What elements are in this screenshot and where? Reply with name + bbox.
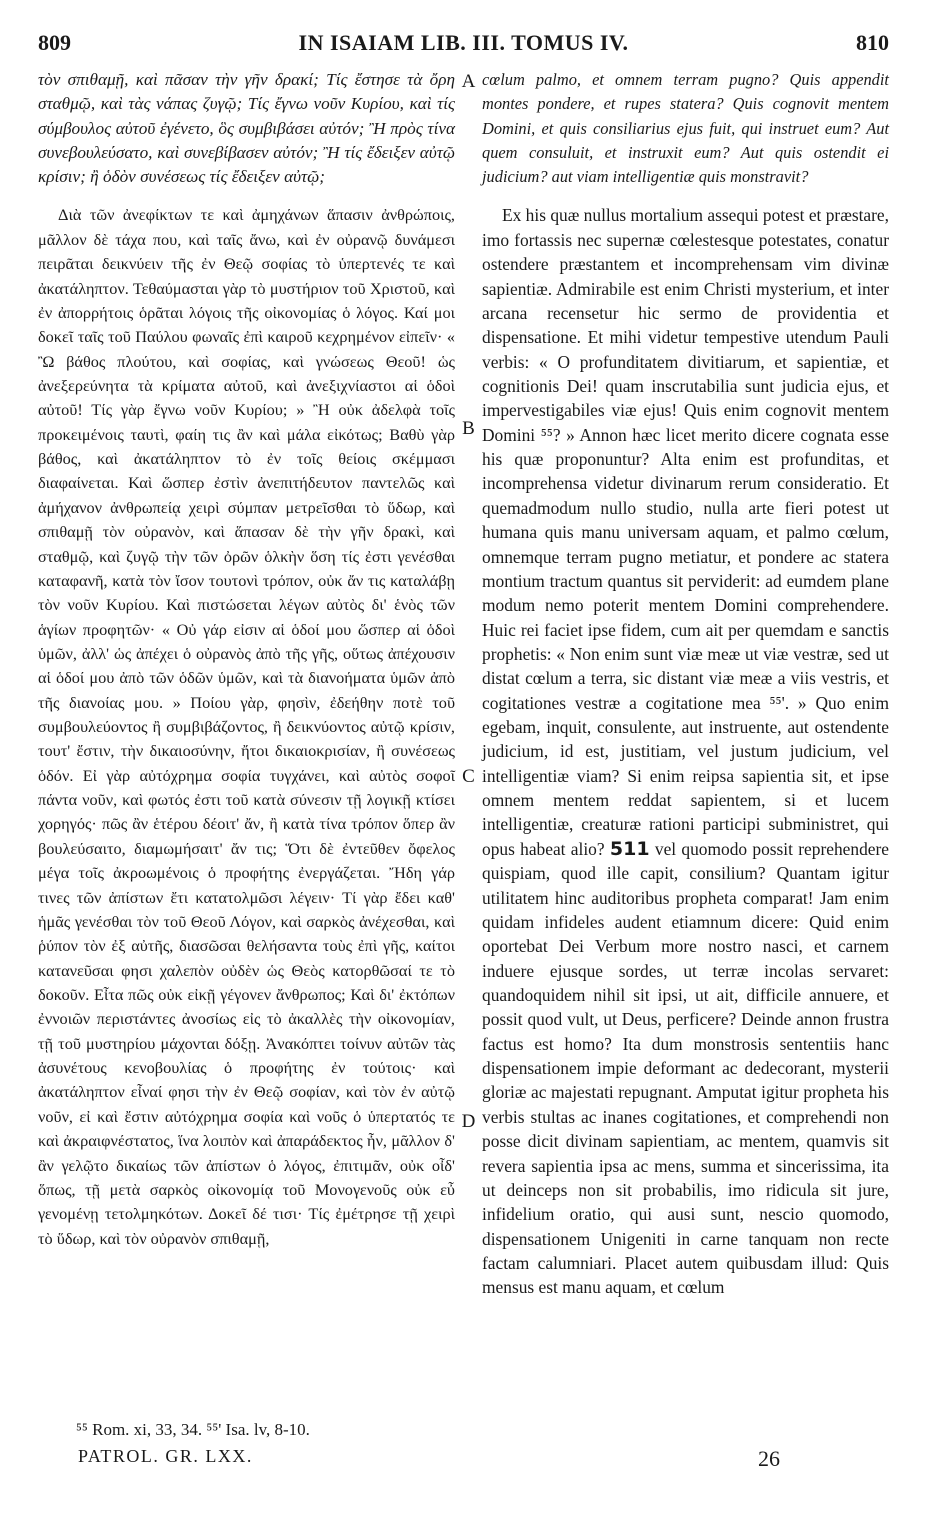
signature-mark: 26	[758, 1446, 780, 1471]
section-marker-a: A	[461, 71, 476, 92]
running-title: IN ISAIAM LIB. III. TOMUS IV.	[298, 30, 629, 55]
latin-commentary-part1: Ex his quæ nullus mortalium assequi potest et præstare, imo fortassis nec supernæ cœlestesque potestates, conatur ostendere præstantem et incomprehensam vim divinæ sapientiæ. Admirabile est enim Christi mysterium, et inter arcana recensetur hic sermo de providentia et dispensatione. Et mihi videtur tempestive utendum Pauli verbis: « O profunditatem divitiarum, et sapientiæ, et cognitionis Dei! quam inscrutabilia sunt judicia ejus, et impervestigabiles viæ ejus! Quis enim cognovit mentem Domini ⁵⁵? » Annon hæc licet merito dicere cognata esse his quæ proponuntur? Alta enim est profunditas, et incomprehensa videtur divinarum rerum consideratio. Et quemadmodum nullo studio, nulla arte fieri potest ut humana quis manu universam aquam, et palmo cœlum, omnemque terram pugno metiatur, et pondere ac statera montium tractum quantus sit perviderit: ad eumdem plane modum nemo poterit mentem Domini comprehendere. Huic rei faciet ipse fidem, cum ait per quemdam e sanctis prophetis: « Non enim sunt viæ meæ ut viæ vestræ, sed ut distat cœlum a terra, sic distant viæ meæ a viis vestris, et cogitationes vestræ a cogitatione mea ⁵⁵'. » Quo enim egebam, inquit, consulente, aut instruente, aut ostendente judicium, id est, justitiam, vel justum judicium, vel intelligentiæ viam? Si enim reipsa sapientia sit, et ipse omnem mentem reddat sapientem, si et lucem intelligentiæ, creaturæ rationi participi subministret, qui opus habeat alio?	[482, 205, 889, 859]
latin-verse: cœlum palmo, et omnem terram pugno? Quis appendit montes pondere, et rupes statera? Quis cognovit mentem Domini, et quis consiliarius ejus fuit, qui instruet eum? Aut quem consuluit, et instruxit eum? Aut quis ostendit ei judicium? aut viam intelligentiæ quis monstravit?	[482, 70, 889, 187]
collection-label: PATROL. GR. LXX.	[78, 1446, 253, 1466]
section-marker-c: C	[462, 766, 475, 787]
page-number-left: 809	[38, 30, 71, 55]
section-markers	[455, 0, 482, 1540]
latin-commentary	[482, 203, 889, 1299]
latin-column	[482, 68, 889, 1300]
latin-commentary-part2: vel quomodo possit reprehendere quispiam, quod ille capit, consilium? Quantam igitur utilitatem hinc auditoribus propheta comparat! Jam enim quidam infideles audent etiamnum dicere: Quid enim oportebat Dei Verbum more nostro nasci, et carnem induere ejusque sordes, ut terræ incolas servaret: quandoquidem nihil sit ipsi, ut ait, difficile annuere, et possit quod vult, ut Deus, perficere? Deinde annon frustra factus est homo? Ita dum monstrosis sententiis hanc dispensationem impie deformant ac dedecorant, mysterii gloriæ ac majestati repugnant. Amputat igitur propheta his verbis stultas ac inanes cogitationes, et comprehendi non posse dicit divinam sapientiam, ac mentem, quamvis sit revera sapientia ipsa ac mens, summa et sincerissima, ita ut deinceps non sit probabilis, imo ridicula sit jure, infidelium oratio, qui ausi sunt, nescio quomodo, dispensationem Unigeniti in carne tanquam non recte factam calumniari. Placet autem quibusdam illud: Quis mensus est manu aquam, et cœlum	[482, 838, 890, 1298]
greek-verse: τὸν σπιθαμῇ, καὶ πᾶσαν τὴν γῆν δρακί; Τίς ἔστησε τὰ ὄρη σταθμῷ, καὶ τὰς νάπας ζυγῷ; Τίς ἔγνω νοῦν Κυρίου, καὶ τίς σύμβουλος αὐτοῦ ἐγένετο, ὃς συμβιβάσει αὐτόν; Ἢ πρὸς τίνα συνεβουλεύσατο, καὶ συνεβίβασεν αὐτόν; Ἢ τίς ἔδειξεν αὐτῷ κρίσιν; ἢ ὁδὸν συνέσεως τίς ἔδειξεν αὐτῷ;	[38, 70, 455, 187]
section-marker-b: B	[462, 418, 475, 439]
greek-commentary: Διὰ τῶν ἀνεφίκτων τε καὶ ἀμηχάνων ἅπασιν ἀνθρώποις, μᾶλλον δὲ τάχα που, καὶ ταῖς ἄνω, καὶ ἐν οὐρανῷ δυνάμεσι πειρᾶται δεικνύειν τῆς ἐν Θεῷ σοφίας τὸ ὑπερτενές τε καὶ ἀκατάληπτον. Τεθαύμασται γὰρ τὸ μυστήριον τοῦ Χριστοῦ, καὶ ἐν ἀπορρήτοις ὁρᾶται λόγοις τῆς οἰκονομίας ὁ λόγος. Καί μοι δοκεῖ ταῖς τοῦ Παύλου φωναῖς ἐπὶ καιροῦ κεχρημένον εἰπεῖν· « Ὢ βάθος πλούτου, καὶ σοφίας, καὶ γνώσεως Θεοῦ! ὡς ἀνεξερεύνητα τὰ κρίματα αὐτοῦ, καὶ ἀνεξιχνίαστοι αἱ ὁδοὶ αὐτοῦ! Τίς γὰρ ἔγνω νοῦν Κυρίου; » Ἢ οὐκ ἀδελφὰ τοῖς προκειμένοις ταυτὶ, φαίη τις ἂν καὶ μάλα εἰκότως; Βαθὺ γὰρ βάθος, καὶ ἀκατάληπτον τὸ ἐν τοῖς θείοις σκέμμασι διαφαίνεται. Καὶ ὥσπερ ἐστὶν ἀνεπιτήδευτον παντελῶς καὶ ἀμήχανον ἀνθρωπείᾳ χειρὶ σύμπαν μετρεῖσθαι τὸ ὕδωρ, καὶ σπιθαμῇ τὸν οὐρανὸν, καὶ ἅπασαν δὲ τὴν γῆν δρακὶ, καὶ σταθμῷ, καὶ ζυγῷ τὴν τῶν ὀρῶν ὁλκὴν ὅση τίς ἐστι γενέσθαι καταφανῆ, κατὰ τὸν ἴσον τουτονὶ τρόπον, οὐκ ἄν τις καταλάβῃ τὸν νοῦν Κυρίου. Καὶ πιστώσεται λέγων αὐτὸς δι' ἑνὸς τῶν ἁγίων προφητῶν· « Οὐ γάρ εἰσιν αἱ ὁδοί μου ὥσπερ αἱ ὁδοὶ ὑμῶν, ἀλλ' ὡς ἀπέχει ὁ οὐρανὸς ἀπὸ τῆς γῆς, οὕτως ἀπέχουσιν αἱ ὁδοί μου ἀπὸ τῶν ὁδῶν ὑμῶν, καὶ τὰ διανοήματα ὑμῶν ἀπὸ τῆς διανοίας μου. » Ποίου γὰρ, φησὶν, ἐδεήθην ποτὲ τοῦ συμβουλεύοντος ἢ συμβιβάζοντος, ἢ δεικνύοντος αὐτῷ κρίσιν, τουτ' ἔστιν, τὴν δικαιοσύνην, ἤτοι δικαιοκρισίαν, ἢ συνέσεως ὁδόν. Εἰ γὰρ αὐτόχρημα σοφία τυγχάνει, καὶ αὐτὸς σοφοῖ πάντα νοῦν, καὶ φωτός ἐστι τοῦ κατὰ σύνεσιν τῇ λογικῇ κτίσει χορηγός· πῶς ἂν ἑτέρου δέοιτ' ἄν, ἢ κατὰ τίνα τρόπον ὅπερ ἂν βουλεύσαιτο, διαμωμήσαιτ' ἄν τις; Ὅτι δὲ ἐντεῦθεν ὄφελος μέγα τοῖς ἀκροωμένοις ὁ προφήτης ἐνεργάζεται. Ἤδη γάρ τινες τῶν ἀπίστων ἔτι κατατολμῶσι λέγειν· Τί γὰρ ἔδει καθ' ἡμᾶς γενέσθαι τὸν τοῦ Θεοῦ Λόγον, καὶ σαρκὸς ἀνέχεσθαι, καὶ ῥύπον τὸν ἐξ αὐτῆς, διασῶσαι θελήσαντα τοὺς ἐπὶ γῆς, καίτοι κατανεῦσαι φησι χαλεπὸν οὐδὲν ὡς Θεὸς κατορθῶσαί τε τὸ δοκοῦν. Εἶτα πῶς οὐκ εἰκῇ γέγονεν ἄνθρωπος; Καὶ δι' ἐκτόπων ἐννοιῶν περιστάντες ἀνοσίως εἰς τὸ ἀκαλλὲς τὴν οἰκονομίαν, τῇ τοῦ μυστηρίου μάχονται δόξῃ. Ἀνακόπτει τοίνυν αὐτῶν τὰς ἀσυνέτους κενοβουλίας ὁ προφήτης ἐν τούτοις· καὶ ἀκατάληπτον εἶναί φησι τὴν ἐν Θεῷ σοφίαν, καὶ τὸν ἐν αὐτῷ νοῦν, εἰ καὶ ἔστιν αὐτόχρημα σοφία καὶ νοῦς ὁ ὑπερτατός τε καὶ ἀκραιφνέστατος, ἵνα λοιπὸν καὶ ἀπαράδεκτος ἦν, μᾶλλον δ' ἂν γελῷτο δικαίως τῶν ἀπίστων ὁ λόγος, ἐπιτιμᾶν, οὐκ οἶδ' ὅπως, τῇ μετὰ σαρκὸς οἰκονομίᾳ τοῦ Μονογενοῦς οὐκ εὖ γενομένῃ τετολμηκότων. Δοκεῖ δέ τισι· Τίς ἐμέτρησε τῇ χειρὶ τὸ ὕδωρ, καὶ τὸν οὐρανὸν σπιθαμῇ,	[38, 205, 455, 1248]
footnote: ⁵⁵ Rom. xi, 33, 34. ⁵⁵' Isa. lv, 8-10.	[76, 1420, 310, 1439]
page-number-right: 810	[856, 30, 889, 55]
section-marker-d: D	[461, 1111, 476, 1132]
greek-column	[38, 68, 455, 1251]
column-number: 511	[609, 837, 650, 860]
